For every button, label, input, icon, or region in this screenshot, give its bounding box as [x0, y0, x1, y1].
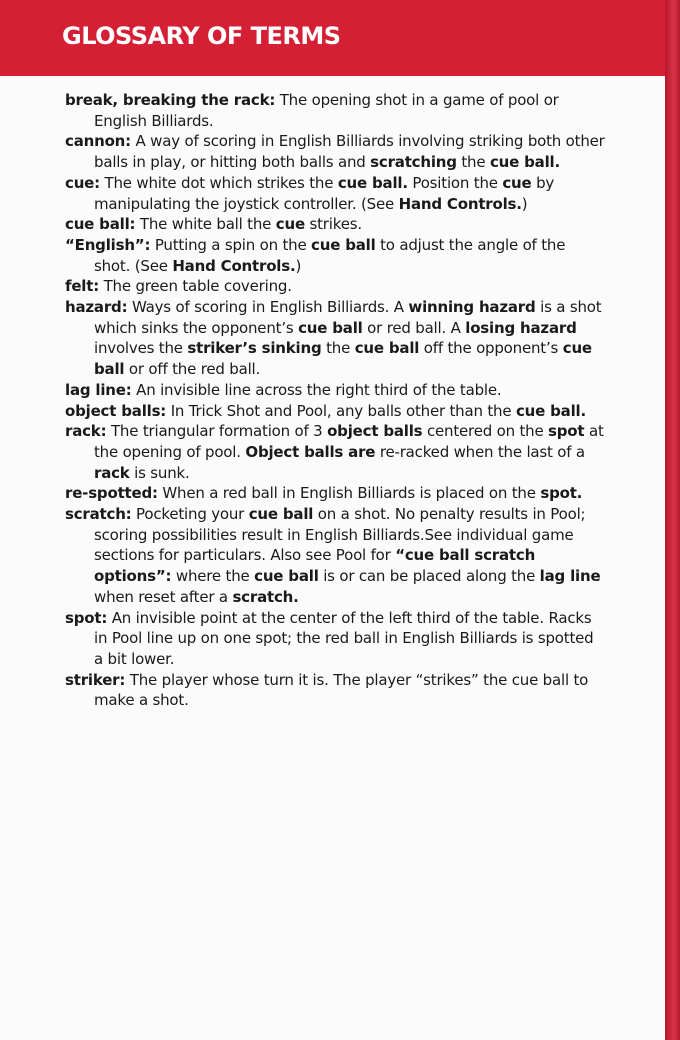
glossary-entry [65, 297, 605, 380]
definition-emphasis: scratching [370, 153, 457, 172]
definition-text: at the opening of pool. [94, 422, 604, 461]
definition-text: where the [171, 567, 255, 586]
definition-emphasis: Hand Controls. [172, 256, 296, 275]
definition-text: the [321, 339, 355, 358]
glossary-term: cue: [65, 173, 100, 192]
definition-text: is sunk. [129, 463, 190, 482]
definition-text: is a shot which sinks the opponent’s [94, 298, 602, 337]
definition-text: The triangular formation of 3 [106, 422, 328, 441]
definition-text: Putting a spin on the [150, 235, 312, 254]
glossary-term: striker: [65, 670, 126, 689]
glossary-term: spot: [65, 608, 108, 627]
glossary-entry [65, 608, 605, 670]
definition-emphasis: cue ball. [337, 173, 408, 192]
definition-emphasis: losing hazard [465, 318, 577, 337]
definition-text: to adjust the angle of the shot. (See [94, 235, 566, 275]
definition-text: In Trick Shot and Pool, any balls other than the [166, 401, 516, 420]
definition-emphasis: striker’s sinking [187, 339, 322, 358]
definition-text: The white dot which strikes the [99, 173, 338, 192]
definition-emphasis: cue ball [311, 235, 376, 254]
definition-text: on a shot. No penalty results in Pool; scoring possibilities result in English Billiards.See individual game sections for particulars. Also see Pool for [94, 505, 586, 565]
definition-text: The player whose turn it is. The player “strikes” the cue ball to make a shot. [94, 670, 589, 710]
glossary-entry [65, 173, 605, 214]
definition-text: The opening shot in a game of pool or English Billiards. [94, 91, 559, 130]
glossary-term: object balls: [65, 401, 167, 420]
definition-emphasis: spot. [540, 484, 583, 503]
definition-emphasis: rack [94, 463, 130, 482]
definition-text: The white ball the [135, 215, 276, 234]
definition-emphasis: cue ball. [489, 153, 560, 172]
definition-emphasis: cue ball [248, 505, 314, 524]
definition-emphasis: cue ball [94, 339, 592, 379]
definition-emphasis: spot [548, 422, 585, 441]
glossary-term: lag line: [65, 380, 132, 399]
definition-text: When a red ball in English Billiards is placed on the [157, 484, 541, 503]
glossary-entry [65, 483, 605, 504]
page-edge [665, 0, 680, 1040]
definition-text: centered on the [422, 422, 549, 441]
glossary-entry [65, 421, 605, 483]
glossary-entry [65, 214, 605, 235]
definition-emphasis: cue ball [354, 339, 420, 358]
definition-emphasis: cue [502, 173, 532, 192]
definition-emphasis: cue ball [298, 318, 363, 337]
glossary-term: cannon: [65, 132, 131, 151]
glossary-entry [65, 504, 605, 608]
glossary-entry [65, 401, 605, 422]
definition-emphasis: cue ball. [515, 401, 586, 420]
definition-emphasis: scratch. [232, 587, 299, 606]
definition-text: The green table covering. [99, 277, 292, 296]
definition-emphasis: Hand Controls. [398, 194, 522, 213]
definition-text: by manipulating the joystick controller. (See [94, 173, 555, 213]
glossary-term: cue ball: [65, 215, 136, 234]
definition-emphasis: object balls [327, 422, 423, 441]
definition-emphasis: Object balls are [245, 442, 376, 461]
definition-text: Pocketing your [131, 505, 249, 524]
definition-text: re-racked when the last of a [375, 442, 585, 461]
definition-text: off the opponent’s [419, 339, 563, 358]
glossary-entry [65, 235, 605, 276]
glossary-entry [65, 380, 605, 401]
glossary-term: break, breaking the rack: [65, 91, 276, 109]
glossary-term: hazard: [65, 298, 128, 317]
glossary-entry [65, 276, 605, 297]
glossary-entry [65, 131, 605, 172]
definition-text: ) [295, 256, 302, 275]
definition-text: or red ball. A [362, 318, 466, 337]
definition-text: Ways of scoring in English Billiards. A [127, 298, 409, 317]
definition-text: ) [521, 194, 528, 213]
definition-text: A way of scoring in English Billiards involving striking both other balls in play, or hitting both balls and [94, 132, 605, 172]
definition-text: Position the [407, 173, 503, 192]
definition-emphasis: “cue ball scratch options”: [94, 546, 536, 586]
glossary-term: felt: [65, 277, 100, 296]
definition-text: is or can be placed along the [318, 567, 540, 586]
definition-emphasis: winning hazard [408, 298, 536, 317]
definition-text: strikes. [304, 215, 362, 234]
definition-emphasis: lag line [539, 567, 601, 586]
definition-emphasis: cue [275, 215, 305, 234]
glossary-entry [65, 670, 605, 711]
glossary-term: rack: [65, 422, 107, 441]
definition-text: An invisible point at the center of the left third of the table. Racks in Pool line up on one spot; the red ball in English Billiards is spotted a bit lower. [94, 608, 594, 668]
glossary-term: scratch: [65, 505, 132, 524]
definition-text: involves the [94, 339, 188, 358]
definition-text: when reset after a [94, 587, 233, 606]
glossary-term: re-spotted: [65, 484, 158, 503]
definition-text: the [456, 153, 490, 172]
glossary-term: “English”: [65, 235, 151, 254]
glossary-entry [65, 90, 605, 131]
definition-text: or off the red ball. [124, 360, 261, 379]
glossary-list [65, 90, 605, 711]
page-title: GLOSSARY OF TERMS [62, 22, 341, 50]
definition-text: An invisible line across the right third of the table. [131, 380, 502, 399]
definition-emphasis: cue ball [254, 567, 319, 586]
